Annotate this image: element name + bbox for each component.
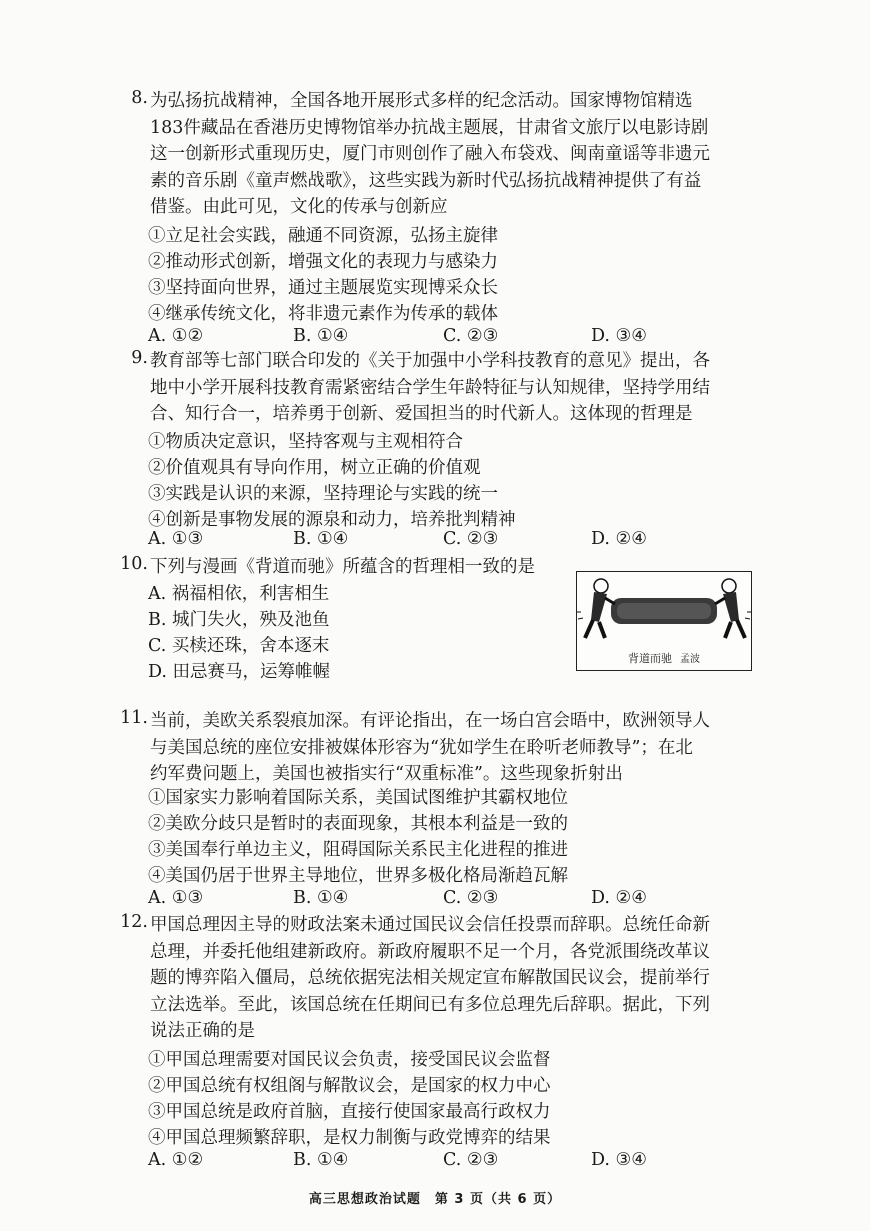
choice-a: A. 祸福相依，利害相生 [148,584,330,604]
statement-option: ①立足社会实践，融通不同资源，弘扬主旋律 [148,226,498,246]
answer-choices [148,888,768,914]
page-footer: 高三思想政治试题 第 3 页（共 6 页） [308,1192,562,1207]
statement-option: ③甲国总统是政府首脑，直接行使国家最高行政权力 [148,1102,551,1122]
stem-line: 合、知行合一，培养勇于创新、爱国担当的时代新人。这体现的哲理是 [150,404,693,424]
choice-a: A. ①③ [148,529,204,549]
choice-b: B. ①④ [293,326,349,346]
statement-option: ①国家实力影响着国际关系，美国试图维护其霸权地位 [148,788,568,808]
choice-d: D. ②④ [591,529,647,549]
choice-d: D. 田忌赛马，运筹帷幄 [148,662,331,682]
question-stem [150,708,760,788]
cartoon-caption [577,650,751,666]
choice-b: B. ①④ [293,888,349,908]
statement-option: ④继承传统文化，将非遗元素作为传承的载体 [148,304,498,324]
stem-line: 甲国总理因主导的财政法案未通过国民议会信任投票而辞职。总统任命新 [150,915,710,935]
answer-choices [148,529,768,555]
statement-option: ①物质决定意识，坚持客观与主观相符合 [148,432,463,452]
statement-option: ④甲国总理频繁辞职，是权力制衡与政党博弈的结果 [148,1128,551,1148]
stem-line: 总理，并委托他组建新政府。新政府履职不足一个月，各党派围绕改革议 [150,941,710,962]
stem-line: 当前，美欧关系裂痕加深。有评论指出，在一场白宫会晤中，欧洲领导人 [150,711,710,731]
question-stem [150,912,760,1045]
question-number: 9. [131,348,148,368]
choice-d: D. ②④ [591,888,647,908]
stem-line: 这一创新形式重现历史，厦门市则创作了融入布袋戏、闽南童谣等非遗元 [150,144,710,164]
stem-line: 与美国总统的座位安排被媒体形容为“犹如学生在聆听老师教导”；在北 [150,737,693,758]
choice-b: B. ①④ [293,529,349,549]
statement-option: ④美国仍居于世界主导地位，世界多极化格局渐趋瓦解 [148,866,568,886]
statement-option: ③坚持面向世界，通过主题展览实现博采众长 [148,278,498,298]
stem-line: 借鉴。由此可见，文化的传承与创新应 [150,197,448,217]
question-stem [150,348,760,428]
stem-line: 为弘扬抗战精神，全国各地开展形式多样的纪念活动。国家博物馆精选 [150,91,693,111]
statement-option: ③美国奉行单边主义，阻碍国际关系民主化进程的推进 [148,840,568,860]
question-number: 11. [120,708,148,728]
stem-line: 素的音乐剧《童声燃战歌》，这些实践为新时代弘扬抗战精神提供了有益 [150,170,702,191]
stem-line: 下列与漫画《背道而驰》所蕴含的哲理相一致的是 [150,557,535,577]
choice-d: D. ③④ [591,1150,647,1170]
statement-option: ②推动形式创新，增强文化的表现力与感染力 [148,252,498,272]
choice-b: B. ①④ [293,1150,349,1170]
question-number: 12. [120,912,148,932]
choice-d: D. ③④ [591,326,647,346]
question-number: 10. [120,554,148,574]
choice-c: C. ②③ [443,888,499,908]
cartoon-image [576,571,752,671]
stem-line: 183件藏品在香港历史博物馆举办抗战主题展，甘肃省文旅厅以电影诗剧 [150,117,709,138]
choice-c: C. 买椟还珠，舍本逐末 [148,636,330,656]
stem-line: 说法正确的是 [150,1021,255,1041]
stem-line: 立法选举。至此，该国总统在任期间已有多位总理先后辞职。据此，下列 [150,994,710,1015]
choice-c: C. ②③ [443,1150,499,1170]
statement-option: ④创新是事物发展的源泉和动力，培养批判精神 [148,510,516,530]
statement-option: ②美欧分歧只是暂时的表面现象，其根本利益是一致的 [148,814,568,834]
choice-a: A. ①② [148,1150,204,1170]
choice-a: A. ①② [148,326,204,346]
choice-c: C. ②③ [443,529,499,549]
stem-line: 地中小学开展科技教育需紧密结合学生年龄特征与认知规律，坚持学用结 [150,377,710,398]
choice-b: B. 城门失火，殃及池鱼 [148,610,330,630]
choice-a: A. ①③ [148,888,204,908]
cartoon-title: 背道而驰 [628,652,672,665]
statement-option: ②甲国总统有权组阁与解散议会，是国家的权力中心 [148,1076,551,1096]
choice-c: C. ②③ [443,326,499,346]
answer-choices [148,1150,768,1176]
stem-line: 约军费问题上，美国也被指实行“双重标准”。这些现象折射出 [150,764,623,784]
cartoon-author: 孟波 [680,654,700,665]
question-stem [150,88,760,221]
statement-option: ③实践是认识的来源，坚持理论与实践的统一 [148,484,498,504]
question-number: 8. [131,88,148,108]
stem-line: 题的博弈陷入僵局，总统依据宪法相关规定宣布解散国民议会，提前举行 [150,968,710,988]
statement-option: ②价值观具有导向作用，树立正确的价值观 [148,458,481,478]
stem-line: 教育部等七部门联合印发的《关于加强中小学科技教育的意见》提出，各 [150,351,710,371]
statement-option: ①甲国总理需要对国民议会负责，接受国民议会监督 [148,1050,551,1070]
